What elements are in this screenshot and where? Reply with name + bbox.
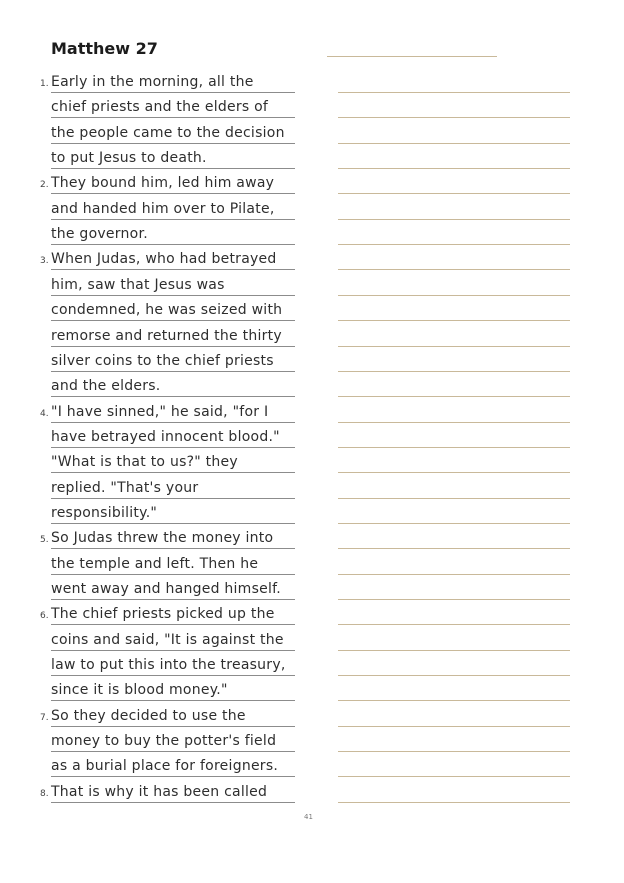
verse-text-line: the temple and left. Then he: [51, 555, 259, 572]
verse-line-row: [0, 423, 624, 448]
verse-line-row: [0, 600, 624, 625]
verse-line-row: [0, 220, 624, 245]
verse-text-line: and the elders.: [51, 378, 161, 395]
verse-text-line: Early in the morning, all the: [51, 74, 254, 90]
verse-line-row: [0, 296, 624, 321]
verse-number: 3.: [40, 256, 49, 267]
verse-line-row: [0, 271, 624, 296]
page-title: Matthew 27: [51, 39, 158, 58]
verse-number: 8.: [40, 788, 49, 799]
verse-text-line: law to put this into the treasury,: [51, 657, 286, 674]
verse-line-row: [0, 651, 624, 676]
verse-line-row: [0, 474, 624, 499]
verse-text-line: went away and hanged himself.: [51, 581, 281, 597]
verse-text-line: to put Jesus to death.: [51, 150, 207, 167]
verse-text-line: "What is that to us?" they: [51, 454, 238, 471]
verse-line-row: [0, 322, 624, 347]
verse-line-row: [0, 752, 624, 777]
verse-text-line: have betrayed innocent blood.": [51, 428, 280, 445]
verse-text-line: condemned, he was seized with: [51, 302, 283, 319]
verse-line-row: [0, 702, 624, 727]
verse-line-row: [0, 93, 624, 118]
verse-text-line: the governor.: [51, 226, 148, 243]
verse-line-row: [0, 524, 624, 549]
handwriting-line: [338, 802, 570, 803]
verse-number: 5.: [40, 535, 49, 546]
verse-number: 6.: [40, 611, 49, 622]
verse-text-line: That is why it has been called: [51, 783, 268, 800]
verse-text-line: chief priests and the elders of: [51, 99, 269, 116]
verse-line-row: [0, 499, 624, 524]
verse-line-row: [0, 398, 624, 423]
verse-line-row: [0, 626, 624, 651]
verse-text-line: So Judas threw the money into: [51, 530, 274, 547]
verse-line-row: [0, 448, 624, 473]
verse-line-row: [0, 119, 624, 144]
verse-number: 7.: [40, 712, 49, 723]
verse-line-row: [0, 169, 624, 194]
verse-text-line: remorse and returned the thirty: [51, 327, 282, 344]
verse-number: 2.: [40, 180, 49, 191]
verse-line-row: [0, 144, 624, 169]
verse-text-line: They bound him, led him away: [51, 175, 275, 192]
verse-line-row: [0, 550, 624, 575]
verse-text-line: coins and said, "It is against the: [51, 631, 284, 648]
verse-text-line: responsibility.": [51, 504, 158, 521]
verse-number: 1.: [40, 79, 49, 89]
verse-line-row: [0, 372, 624, 397]
verse-text-line: him, saw that Jesus was: [51, 276, 225, 293]
verse-text-line: "I have sinned," he said, "for I: [51, 403, 269, 420]
verse-line-row: [0, 68, 624, 93]
verse-line-row: [0, 575, 624, 600]
verse-text-line: When Judas, who had betrayed: [51, 251, 277, 268]
verse-text-line: as a burial place for foreigners.: [51, 758, 279, 775]
verse-text-line: the people came to the decision: [51, 124, 285, 141]
verse-text-line: So they decided to use the: [51, 707, 246, 724]
verse-line-row: [0, 778, 624, 803]
verse-text-line: silver coins to the chief priests: [51, 352, 274, 369]
verse-text-line: since it is blood money.": [51, 682, 228, 699]
verse-text-line: The chief priests picked up the: [51, 606, 275, 623]
verse-line-row: [0, 676, 624, 701]
verse-number: 4.: [40, 408, 49, 419]
verse-line-row: [0, 347, 624, 372]
verse-line-row: [0, 195, 624, 220]
verse-line-row: [0, 245, 624, 270]
verse-line-row: [0, 727, 624, 752]
verse-text-line: money to buy the potter's field: [51, 733, 277, 750]
verse-text-line: and handed him over to Pilate,: [51, 200, 275, 217]
verse-text-line: replied. "That's your: [51, 479, 199, 496]
text-underline: [51, 802, 295, 803]
page-number: 41: [304, 813, 313, 819]
